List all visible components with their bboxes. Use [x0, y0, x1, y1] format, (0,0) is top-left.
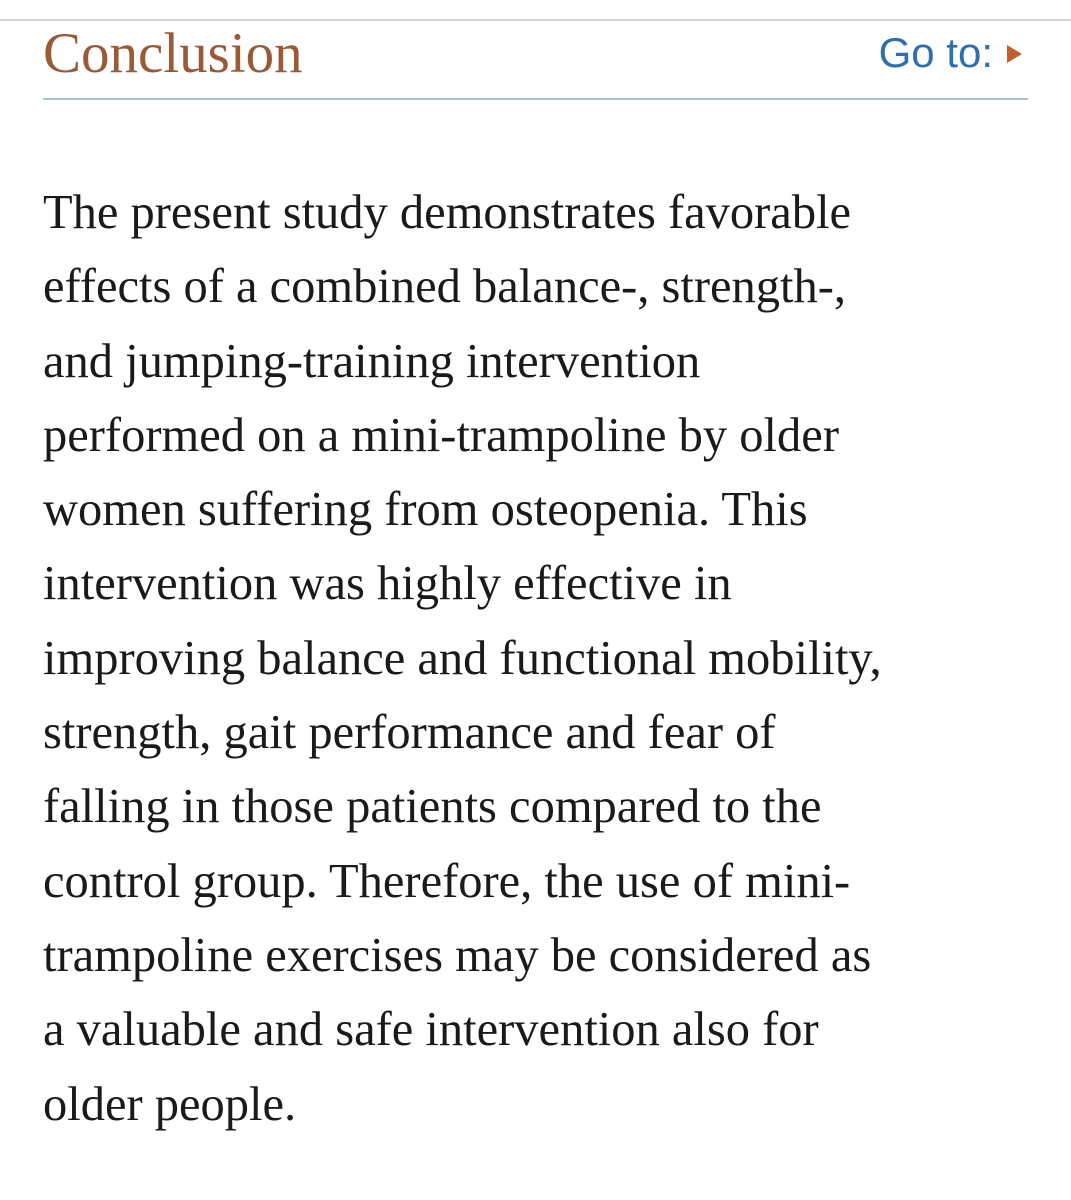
section-header — [43, 22, 1028, 100]
paragraph-line: trampoline exercises may be considered as — [43, 928, 872, 982]
paragraph-line: improving balance and functional mobility, — [43, 631, 882, 685]
paragraph-line: a valuable and safe intervention also for — [43, 1003, 819, 1057]
top-divider — [0, 19, 1071, 21]
paragraph-line: The present study demonstrates favorable — [43, 186, 852, 239]
paragraph-line: falling in those patients compared to the — [43, 780, 822, 834]
conclusion-paragraph — [43, 176, 1033, 1142]
paragraph-line: intervention was highly effective in — [43, 557, 732, 611]
paragraph-line: performed on a mini-trampoline by older — [43, 408, 839, 462]
triangle-right-icon — [1007, 45, 1022, 63]
paragraph-line: and jumping-training intervention — [43, 334, 701, 388]
paragraph-line: strength, gait performance and fear of — [43, 706, 776, 760]
section-title: Conclusion — [43, 22, 303, 85]
paragraph-line: effects of a combined balance-, strength-, — [43, 260, 847, 314]
goto-label: Go to: — [878, 29, 993, 76]
goto-link[interactable] — [879, 28, 1022, 78]
paragraph-line: women suffering from osteopenia. This — [43, 483, 808, 537]
paragraph-line: control group. Therefore, the use of mini- — [43, 854, 851, 908]
paragraph-line: older people. — [43, 1077, 297, 1131]
